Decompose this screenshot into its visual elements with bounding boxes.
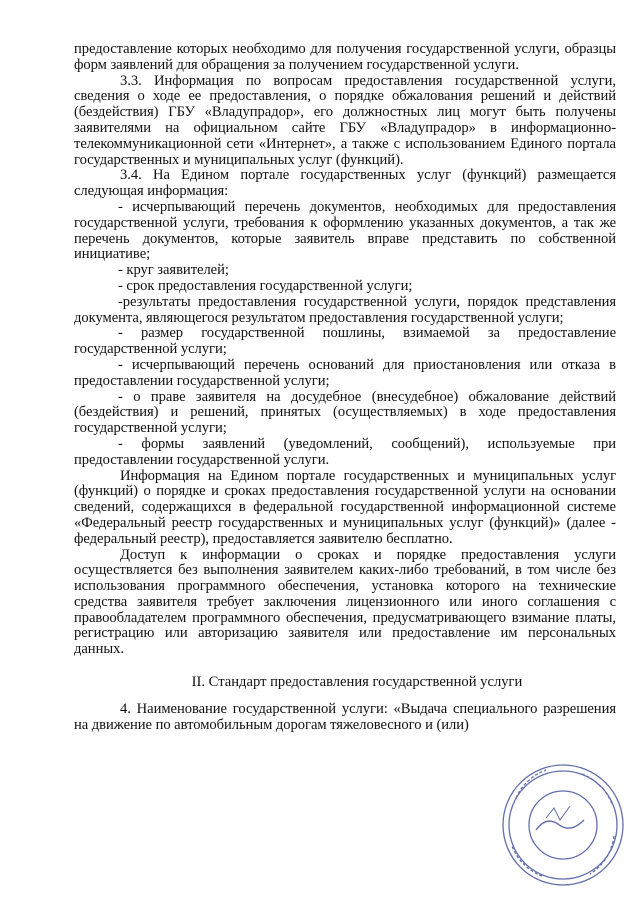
paragraph: -результаты предоставления государственной услуги, порядок представления документа, являющегося результатом предоставления государственной услуги; xyxy=(74,293,616,326)
paragraph: - размер государственной пошлины, взимаемой за предоставление государственной услуги; xyxy=(74,325,616,358)
document-body xyxy=(74,42,616,658)
paragraph: - срок предоставления государственной услуги; xyxy=(118,277,413,294)
paragraph: - исчерпывающий перечень оснований для приостановления или отказа в предоставлении государственной услуги; xyxy=(74,356,616,389)
paragraph: 3.4. На Едином портале государственных услуг (функций) размещается следующая информация: xyxy=(74,167,616,200)
official-stamp-seal xyxy=(496,758,630,892)
paragraph: - о праве заявителя на досудебное (внесудебное) обжалование действий (бездействия) и решений, принятых (осуществляемых) в ходе предоставления государственной услуги; xyxy=(74,388,616,437)
item-4-paragraph: 4. Наименование государственной услуги: «Выдача специального разрешения на движение по автомобильным дорогам тяжеловесного и (или) xyxy=(74,701,616,733)
section-heading: II. Стандарт предоставления государственной услуги xyxy=(191,674,523,691)
paragraph: 3.3. Информация по вопросам предоставления государственной услуги, сведения о ходе ее предоставления, о порядке обжалования решений и действий (бездействия) ГБУ «Владупрадор», его должностных лиц могут быть получены заявителями на официальном сайте ГБУ «Владупрадор» в информационно-телекоммуникационной сети «Интернет», а также с использованием Единого портала государственных и муниципальных услуг (функций). xyxy=(74,72,616,168)
paragraph: - исчерпывающий перечень документов, необходимых для предоставления государственной услуги, требования к оформлению указанных документов, а так же перечень документов, которые заявитель вправе представить по собственной инициативе; xyxy=(74,198,616,263)
document-page xyxy=(74,42,616,734)
paragraph: - формы заявлений (уведомлений, сообщений), используемые при предоставлении государственной услуги. xyxy=(74,435,616,468)
paragraph: Доступ к информации о сроках и порядке предоставления услуги осуществляется без выполнения заявителем каких-либо требований, в том числе без использования программного обеспечения, установка которого на технические средства заявителя требует заключения лицензионного или иного соглашения с правообладателем программного обеспечения, предусматривающего взимание платы, регистрацию или авторизацию заявителя или предоставление им персональных данных. xyxy=(74,546,616,658)
paragraph: - круг заявителей; xyxy=(118,262,229,279)
paragraph: предоставление которых необходимо для получения государственной услуги, образцы форм заявлений для обращения за получением государственной услуги. xyxy=(74,41,616,73)
paragraph: Информация на Едином портале государственных и муниципальных услуг (функций) о порядке и сроках предоставления государственной услуги на основании сведений, содержащихся в федеральной государственной информационной системе «Федеральный реестр государственных и муниципальных услуг (функций)» (далее - федеральный реестр), предоставляется заявителю бесплатно. xyxy=(74,467,616,547)
